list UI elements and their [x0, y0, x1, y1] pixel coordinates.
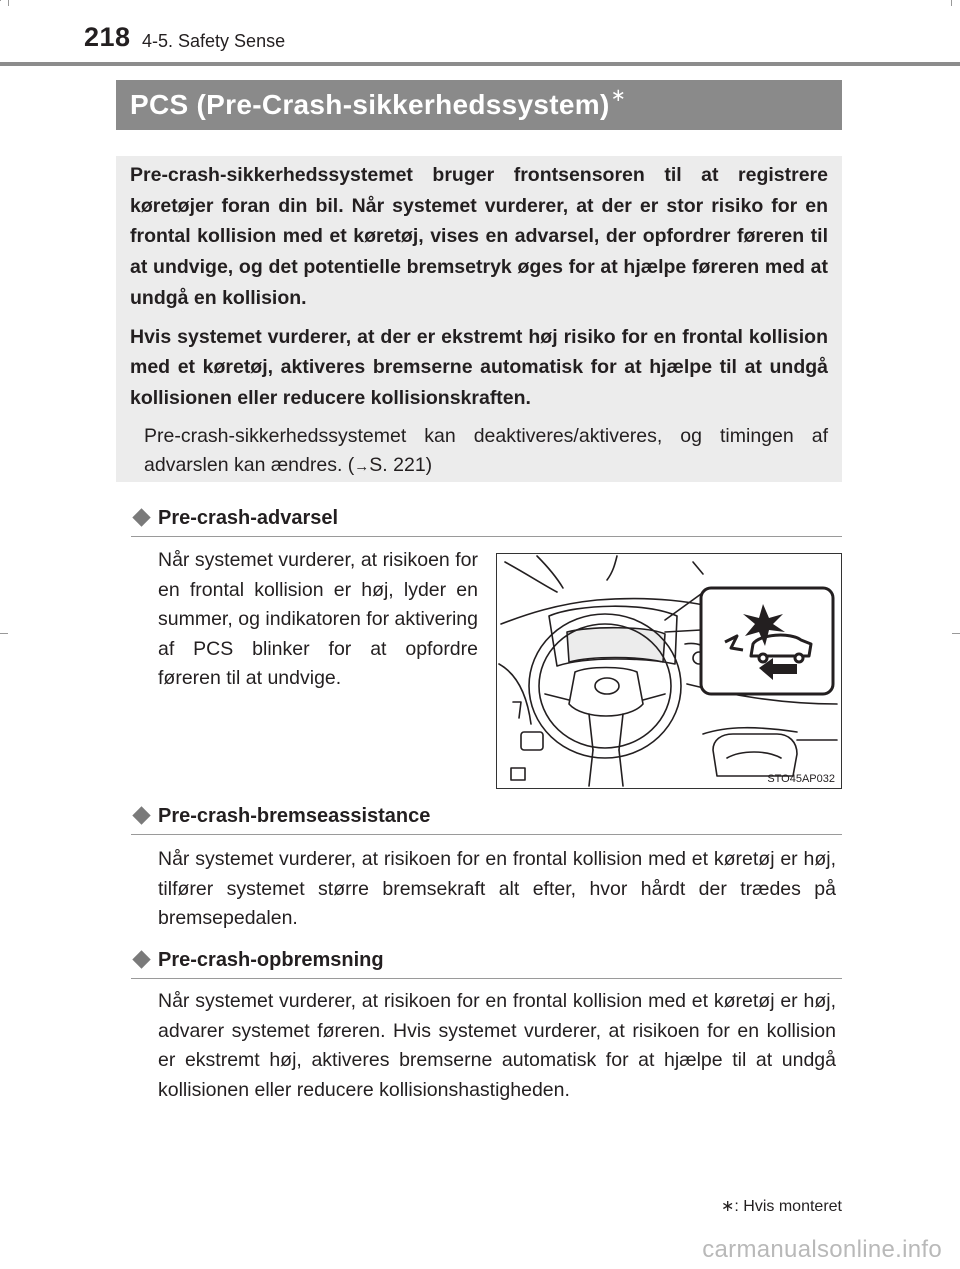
section-heading	[131, 801, 430, 831]
section-text: Når systemet vurderer, at risikoen for en frontal kollision med et køretøj er høj, advarer systemet føreren. Hvis systemet vurderer, at risikoen for en kollision er ekstremt høj, aktiveres bremserne automatisk for at hjælpe til at undgå kollisionen eller reducere kollisionshastigheden.	[158, 990, 836, 1101]
crop-mark	[952, 633, 960, 634]
section-heading	[131, 945, 384, 975]
section-heading-text: Pre-crash-advarsel	[158, 507, 339, 529]
section-text: Når systemet vurderer, at risikoen for en frontal kollision med et køretøj er høj, tilfører systemet større bremsekraft alt efter, hvor hårdt der trædes på bremsepedalen.	[158, 848, 836, 929]
section-heading	[131, 503, 338, 533]
section-text: Når systemet vurderer, at risikoen for en frontal kollision er høj, lyder en summer, og indikatoren for aktivering af PCS blinker for at opfordre føreren til at undvige.	[158, 549, 478, 689]
page-reference-link[interactable]: S. 221)	[369, 453, 433, 476]
heading-rule	[131, 978, 842, 979]
section-heading-text: Pre-crash-opbremsning	[158, 949, 384, 971]
crop-mark	[951, 0, 952, 6]
watermark: carmanualsonline.info	[702, 1236, 942, 1263]
section-heading-text: Pre-crash-bremseassistance	[158, 805, 431, 827]
figure-code: STO45AP032	[767, 773, 835, 785]
intro-paragraph-2: Hvis systemet vurderer, at der er ekstremt høj risiko for en frontal kollision med et køretøj, aktiveres bremserne automatisk for at hjælpe til at undgå kollisionen eller reducere kollisionskraften.	[130, 325, 828, 409]
heading-rule	[131, 834, 842, 835]
page-number: 218	[84, 22, 131, 52]
page-title	[116, 80, 842, 130]
diamond-bullet-icon	[132, 951, 150, 969]
diamond-bullet-icon	[132, 807, 150, 825]
footnote-text: : Hvis monteret	[734, 1198, 842, 1215]
intro-paragraph-1: Pre-crash-sikkerhedssystemet bruger frontsensoren til at registrere køretøjer foran din bil. Når systemet vurderer, at der er stor risiko for en frontal kollision med et køretøj, vises en advarsel, der opfordrer føreren til at undvige, og det potentielle bremsetryk øges for at hjælpe føreren med at undgå en kollision.	[130, 164, 828, 309]
crop-mark	[8, 0, 9, 6]
heading-rule	[131, 536, 842, 537]
intro-box	[116, 156, 842, 482]
diamond-bullet-icon	[132, 509, 150, 527]
intro-note-text: Pre-crash-sikkerhedssystemet kan deaktiveres/aktiveres, og timingen af advarslen kan ændres. (	[144, 424, 828, 476]
intro-note	[130, 422, 828, 481]
title-footnote-marker: ∗	[610, 85, 626, 105]
footnote	[721, 1196, 842, 1216]
header-rule	[0, 62, 960, 66]
section-label: 4-5. Safety Sense	[142, 31, 286, 51]
dashboard-illustration	[497, 554, 841, 788]
crop-mark	[0, 0, 1, 1]
footnote-marker: ∗	[721, 1198, 735, 1215]
dashboard-figure	[496, 553, 842, 789]
arrow-right-icon: →	[354, 457, 370, 475]
page-title-text: PCS (Pre-Crash-sikkerhedssystem)	[130, 89, 610, 120]
crop-mark	[0, 633, 8, 634]
